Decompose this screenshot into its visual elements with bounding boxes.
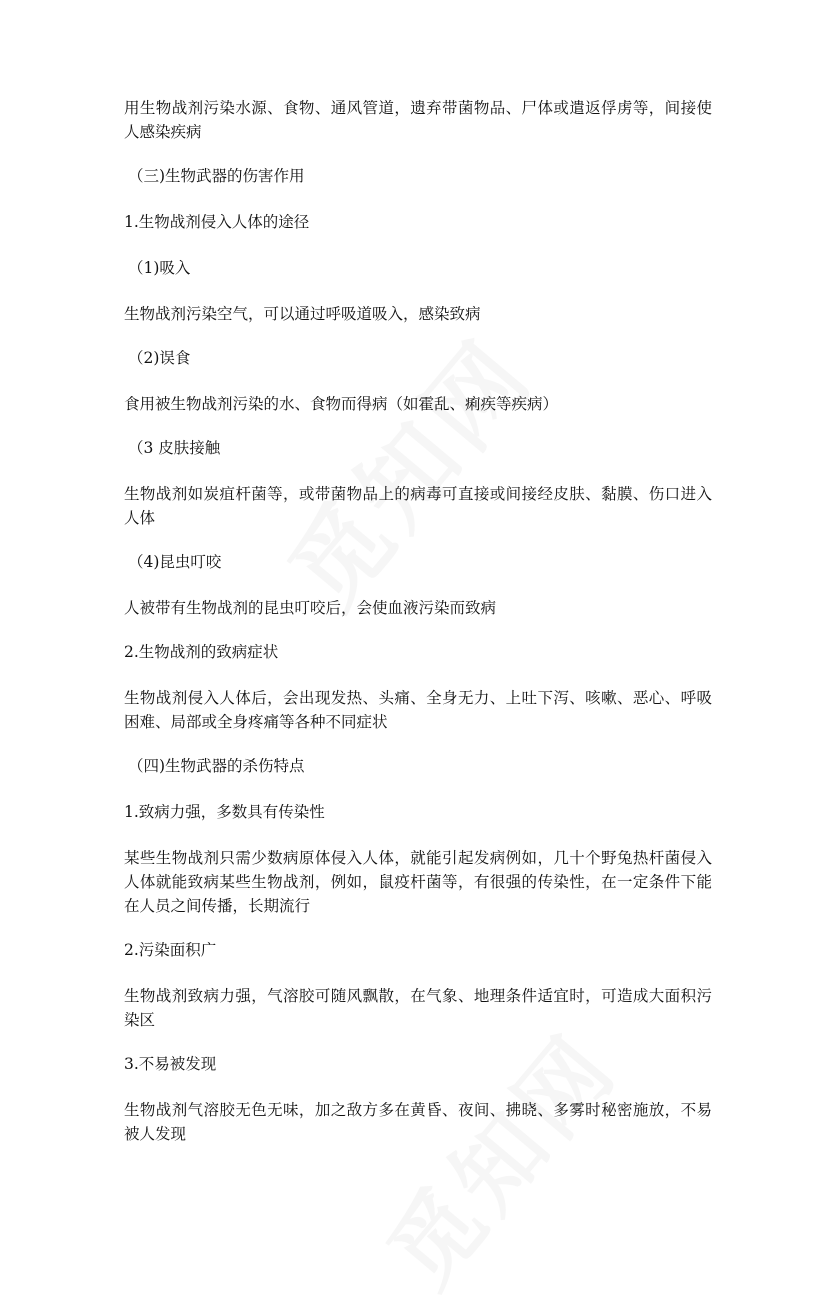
- paragraph: 食用被生物战剂污染的水、食物而得病（如霍乱、痢疾等疾病）: [124, 395, 559, 413]
- paragraph: 生物战剂气溶胶无色无味，加之敌方多在黄昏、夜间、拂晓、多雾时秘密施放，不易被人发现: [124, 1101, 712, 1143]
- item-heading: （2)误食: [128, 349, 191, 367]
- section-heading: （三)生物武器的伤害作用: [128, 167, 305, 185]
- paragraph: 人被带有生物战剂的昆虫叮咬后，会使血液污染而致病: [124, 599, 497, 617]
- paragraph: 生物战剂如炭疽杆菌等，或带菌物品上的病毒可直接或间接经皮肤、黏膜、伤口进入人体: [124, 485, 712, 527]
- paragraph: 生物战剂致病力强，气溶胶可随风飘散，在气象、地理条件适宜时，可造成大面积污染区: [124, 987, 712, 1029]
- item-heading: （3 皮肤接触: [128, 439, 221, 457]
- subsection-heading: 1.生物战剂侵入人体的途径: [124, 213, 310, 231]
- item-heading: （1)吸入: [128, 259, 191, 277]
- item-heading: （4)昆虫叮咬: [128, 553, 222, 571]
- subsection-heading: 1.致病力强，多数具有传染性: [124, 803, 325, 821]
- subsection-heading: 3.不易被发现: [124, 1055, 217, 1073]
- paragraph: 某些生物战剂只需少数病原体侵入人体，就能引起发病例如，几十个野兔热杆菌侵入人体就能致病某些生物战剂，例如，鼠疫杆菌等，有很强的传染性，在一定条件下能在人员之间传播，长期流行: [124, 849, 712, 915]
- subsection-heading: 2.污染面积广: [124, 941, 217, 959]
- paragraph: 生物战剂侵入人体后，会出现发热、头痛、全身无力、上吐下泻、咳嗽、恶心、呼吸困难、局部或全身疼痛等各种不同症状: [124, 689, 712, 731]
- paragraph: 用生物战剂污染水源、食物、通风管道，遗弃带菌物品、尸体或遣返俘虏等，间接使人感染疾病: [124, 99, 712, 141]
- paragraph: 生物战剂污染空气，可以通过呼吸道吸入，感染致病: [124, 305, 481, 323]
- section-heading: （四)生物武器的杀伤特点: [128, 757, 305, 775]
- document-body: [124, 96, 712, 1166]
- subsection-heading: 2.生物战剂的致病症状: [124, 643, 279, 661]
